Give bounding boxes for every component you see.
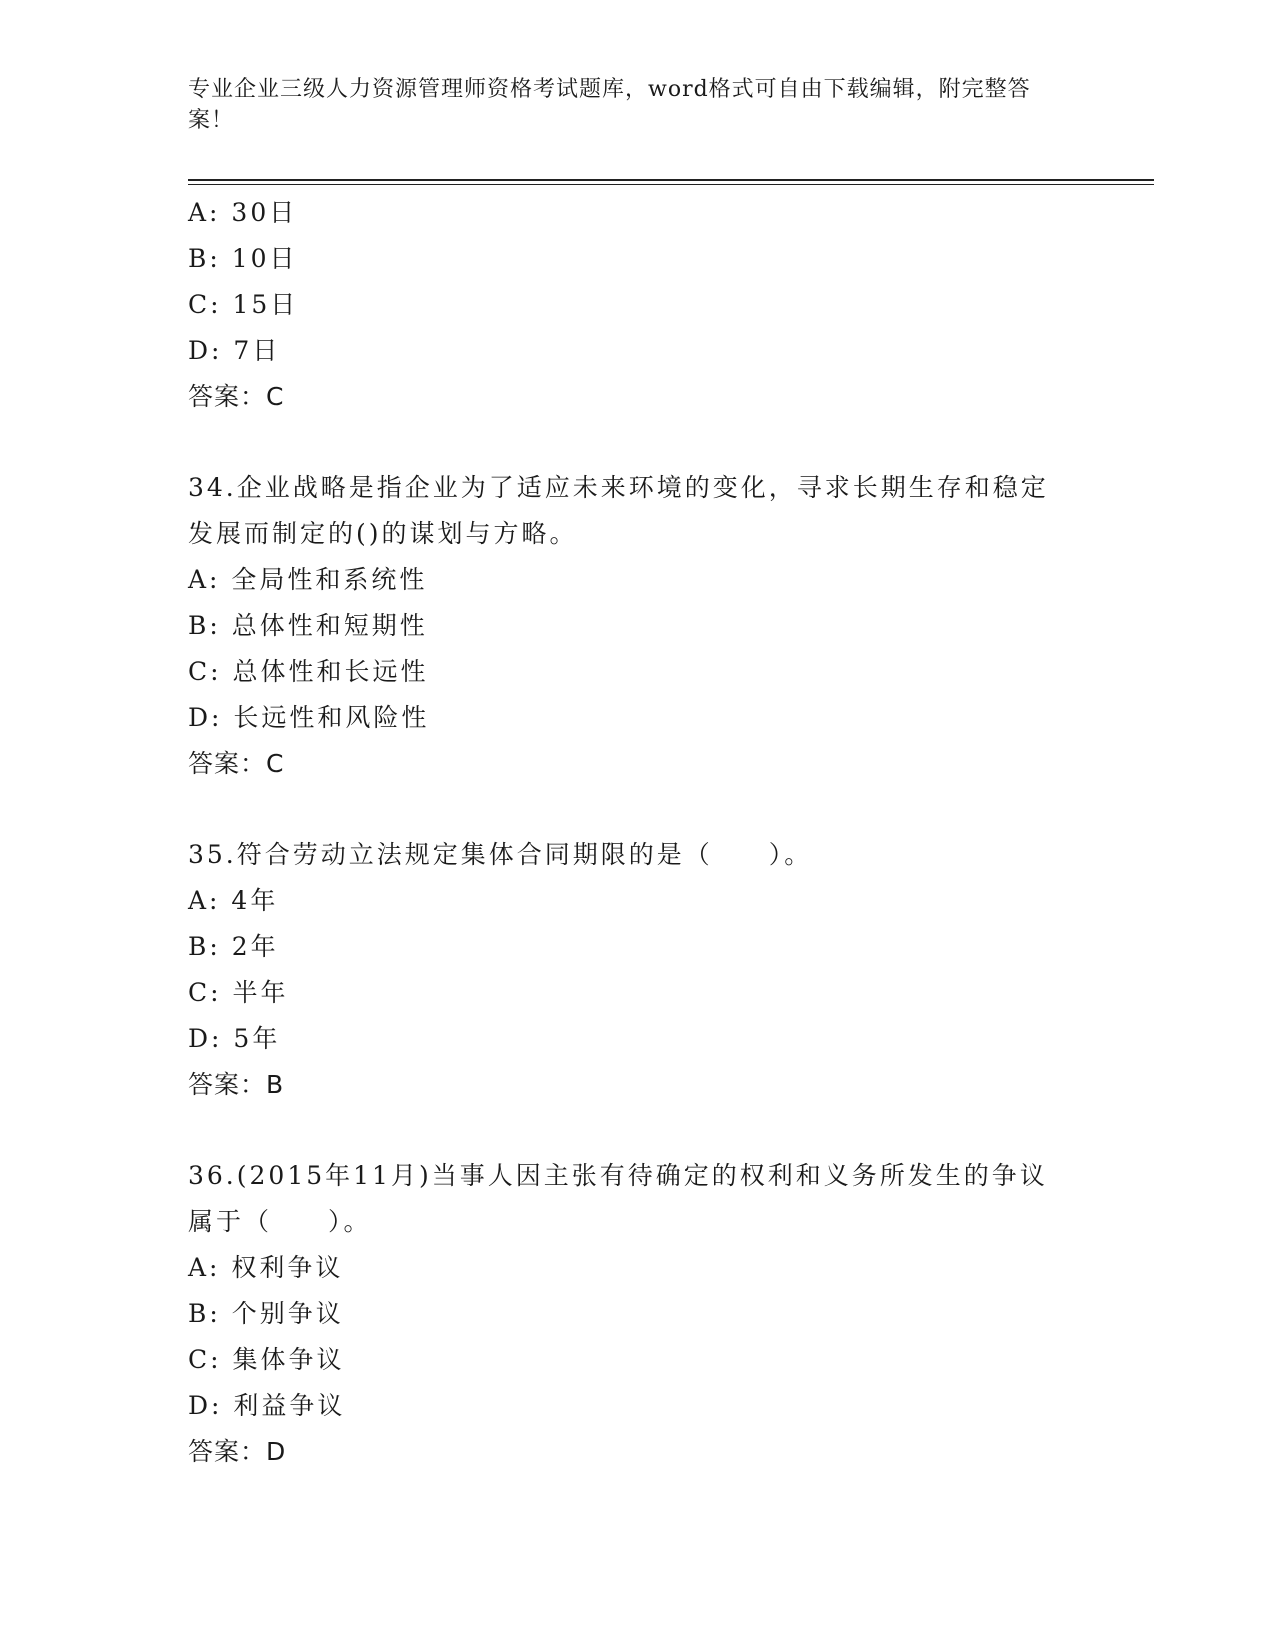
option-b: B: 10日 [188,244,298,273]
option-b: B: 2年 [188,932,279,961]
question-stem-line2: 属于（ ）。 [188,1207,372,1236]
question-stem-line1: 34.企业战略是指企业为了适应未来环境的变化，寻求长期生存和稳定 [188,473,1049,502]
option-b: B: 总体性和短期性 [188,611,428,640]
answer: 答案：C [188,382,285,411]
option-c: C: 半年 [188,978,289,1007]
document-body [188,190,1088,1475]
option-d: D: 5年 [188,1024,281,1053]
option-d: D: 长远性和风险性 [188,703,430,732]
header-divider-thin [188,184,1154,185]
answer: 答案：C [188,749,285,778]
question-stem-line1: 35.符合劳动立法规定集体合同期限的是（ ）。 [188,840,813,869]
question-stem-line2: 发展而制定的()的谋划与方略。 [188,519,578,548]
option-d: D: 利益争议 [188,1391,346,1420]
option-a: A: 4年 [188,886,279,915]
question-block-34 [188,465,1088,787]
question-block-35 [188,832,1088,1108]
option-a: A: 全局性和系统性 [188,565,428,594]
option-c: C: 15日 [188,290,299,319]
header-divider-thick [188,179,1154,181]
option-c: C: 总体性和长远性 [188,657,429,686]
option-a: A: 30日 [188,198,298,227]
answer: 答案：B [188,1070,285,1099]
page-header: 专业企业三级人力资源管理师资格考试题库，word格式可自由下载编辑，附完整答案！ [188,77,1031,133]
question-stem-line1: 36.(2015年11月)当事人因主张有待确定的权利和义务所发生的争议 [188,1161,1048,1190]
question-block-36 [188,1153,1088,1475]
option-a: A: 权利争议 [188,1253,344,1282]
question-block-33 [188,190,1088,420]
option-d: D: 7日 [188,336,281,365]
option-b: B: 个别争议 [188,1299,344,1328]
answer: 答案：D [188,1437,287,1466]
option-c: C: 集体争议 [188,1345,345,1374]
